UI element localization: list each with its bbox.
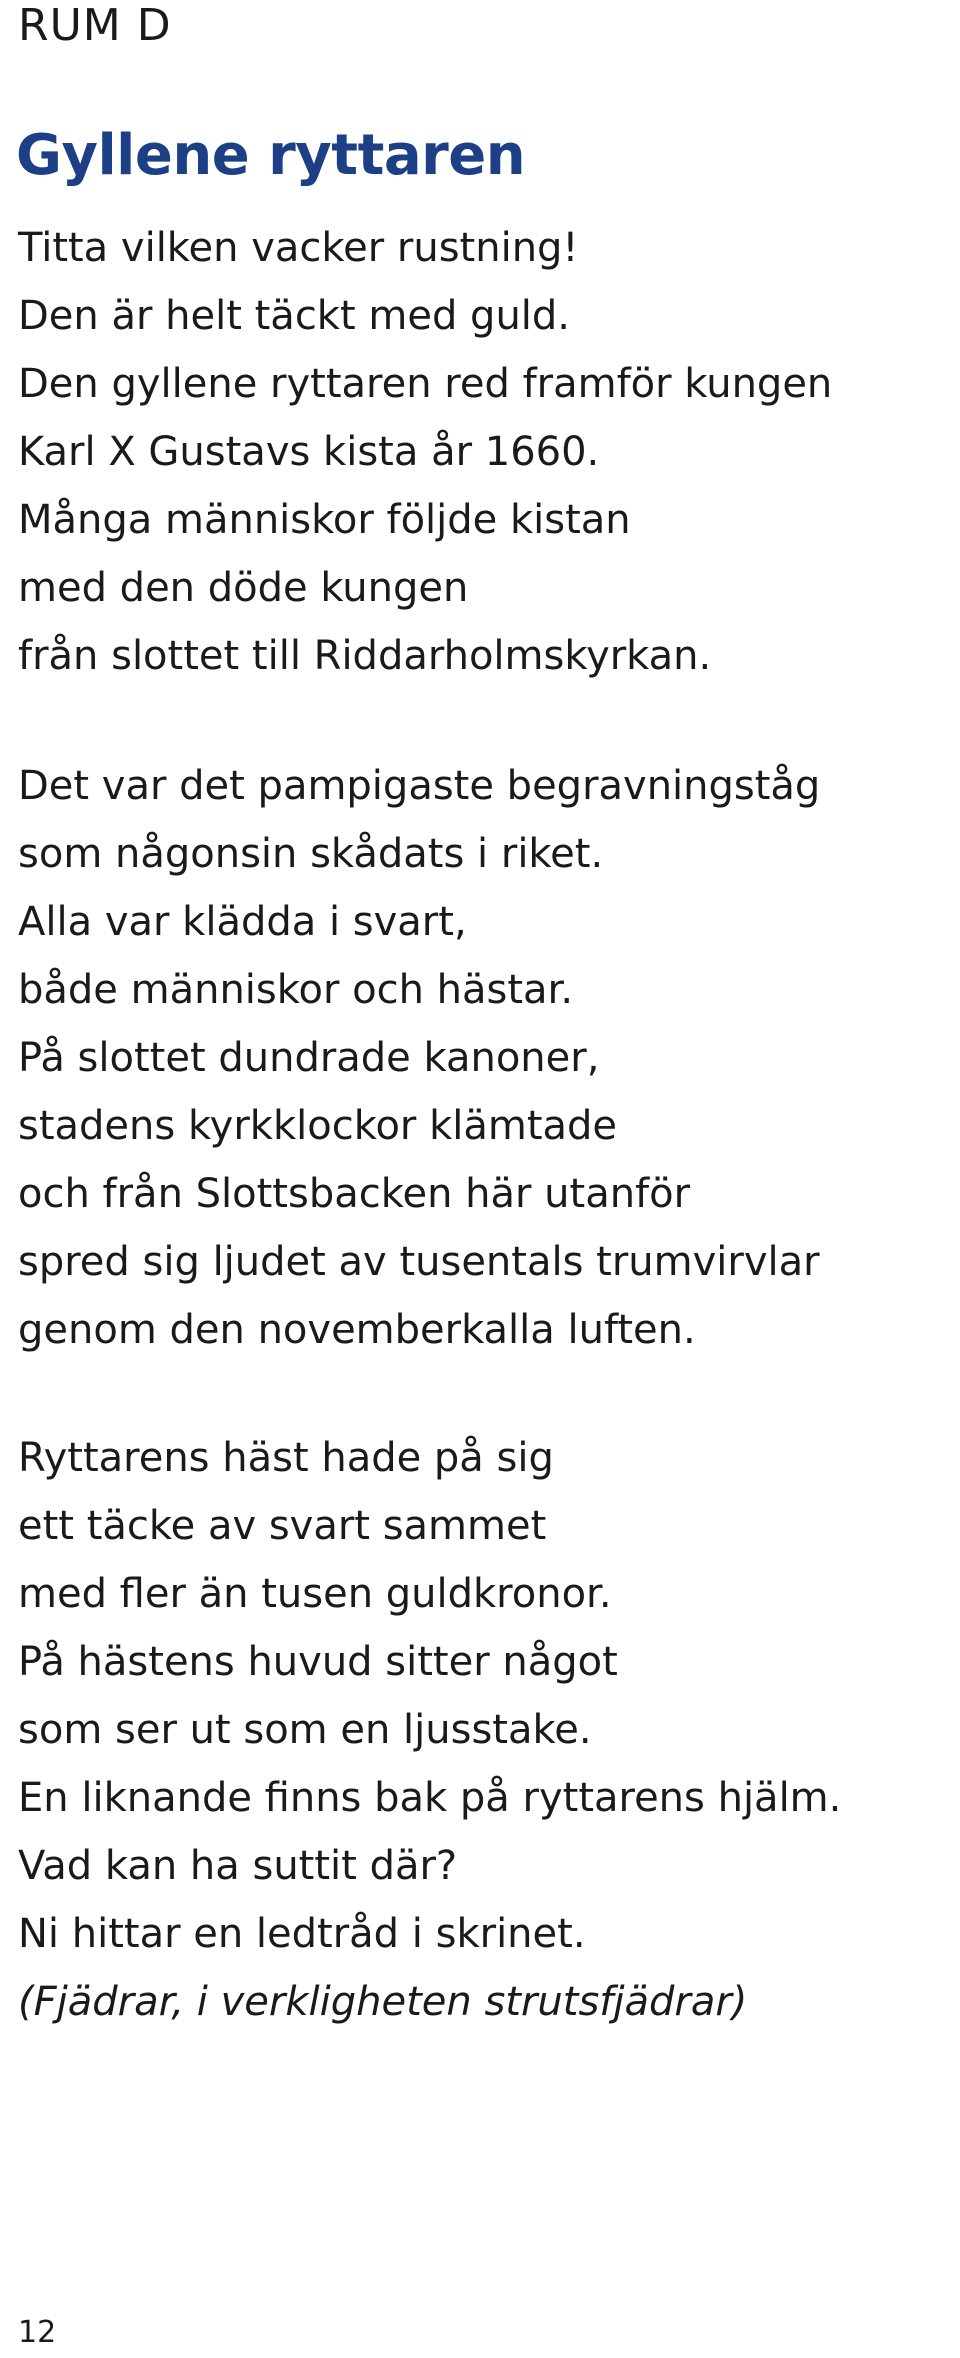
text-line: ett täcke av svart sammet xyxy=(18,1503,547,1549)
room-label: RUM D xyxy=(18,0,172,51)
page-number: 12 xyxy=(18,2315,57,2350)
text-line: med fler än tusen guldkronor. xyxy=(18,1571,612,1617)
text-line: både människor och hästar. xyxy=(18,967,574,1013)
text-line: Den är helt täckt med guld. xyxy=(18,293,571,339)
text-line: med den döde kungen xyxy=(18,565,469,611)
text-line: Det var det pampigaste begravningståg xyxy=(18,763,821,809)
text-line: som ser ut som en ljusstake. xyxy=(18,1707,592,1753)
text-line: från slottet till Riddarholmskyrkan. xyxy=(18,633,712,679)
text-line: Ni hittar en ledtråd i skrinet. xyxy=(18,1911,586,1957)
text-line: Den gyllene ryttaren red framför kungen xyxy=(18,361,833,407)
text-line: och från Slottsbacken här utanför xyxy=(18,1171,691,1217)
text-line: Titta vilken vacker rustning! xyxy=(18,225,579,271)
text-line: Många människor följde kistan xyxy=(18,497,631,543)
text-line: På slottet dundrade kanoner, xyxy=(18,1035,600,1081)
answer-line: (Fjädrar, i verkligheten strutsfjädrar) xyxy=(18,1979,748,2025)
paragraph-intro xyxy=(18,214,832,690)
text-line: Karl X Gustavs kista år 1660. xyxy=(18,429,600,475)
text-line: som någonsin skådats i riket. xyxy=(18,831,604,877)
page-title: Gyllene ryttaren xyxy=(16,123,526,188)
text-line: Vad kan ha suttit där? xyxy=(18,1843,458,1889)
paragraph-funeral xyxy=(18,752,820,1364)
text-line: stadens kyrkklockor klämtade xyxy=(18,1103,618,1149)
paragraph-horse xyxy=(18,1424,841,2036)
text-line: Ryttarens häst hade på sig xyxy=(18,1435,554,1481)
text-line: spred sig ljudet av tusentals trumvirvlar xyxy=(18,1239,820,1285)
text-line: På hästens huvud sitter något xyxy=(18,1639,618,1685)
text-line: Alla var klädda i svart, xyxy=(18,899,467,945)
text-line: genom den novemberkalla luften. xyxy=(18,1307,696,1353)
text-line: En liknande finns bak på ryttarens hjälm. xyxy=(18,1775,842,1821)
